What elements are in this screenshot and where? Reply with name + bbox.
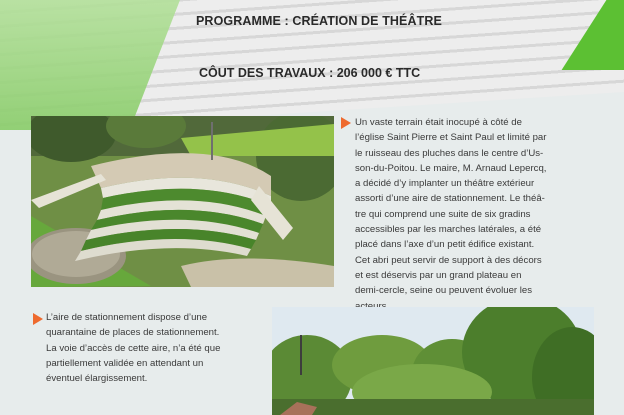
parking-description (46, 310, 220, 386)
text-line: et est déservis par un grand plateau en (355, 269, 522, 281)
header-banner (0, 0, 624, 130)
orange-arrow-marker (33, 313, 43, 325)
theatre-description (355, 115, 546, 314)
text-line: Un vaste terrain était inocupé à côté de (355, 117, 522, 128)
text-line: partiellement validée en attendant un (46, 357, 204, 369)
text-line: l’église Saint Pierre et Saint Paul et limité par (355, 132, 547, 144)
cost-line: CÔUT DES TRAVAUX : 206 000 € TTC (199, 66, 421, 80)
text-line: Cet abri peut servir de support à des décors (355, 254, 542, 266)
text-line: son-du-Poitou. Le maire, M. Arnaud Lepercq, (355, 162, 547, 174)
page-title: PROGRAMME : CRÉATION DE THÉÂTRE (196, 14, 442, 28)
text-line: le ruisseau des pluches dans le centre d’Us- (355, 147, 544, 159)
text-line: La voie d’accès de cette aire, n’a été que (46, 342, 221, 354)
trees-illustration (272, 307, 594, 415)
amphitheatre-illustration (31, 116, 334, 287)
orange-arrow-marker (341, 117, 351, 129)
text-line: éventuel élargissement. (46, 373, 148, 385)
text-line: demi-cercle, seine ou peuvent évoluer les (355, 285, 533, 297)
text-line: quarantaine de places de stationnement. (46, 327, 220, 339)
parking-photo (272, 307, 594, 415)
text-line: L’aire de stationnement dispose d’une (46, 312, 208, 323)
text-line: assorti d’une aire de stationnement. Le théâ- (355, 193, 545, 205)
theatre-photo (31, 116, 334, 287)
text-line: tre qui comprend une suite de six gradins (355, 208, 531, 220)
text-line: placé dans l’axe d’un petit édifice existant. (355, 239, 535, 251)
text-line: a décidé d’y implanter un théâtre extérieur (355, 178, 535, 190)
text-line: accessibles par les marches latérales, a été (355, 224, 542, 236)
